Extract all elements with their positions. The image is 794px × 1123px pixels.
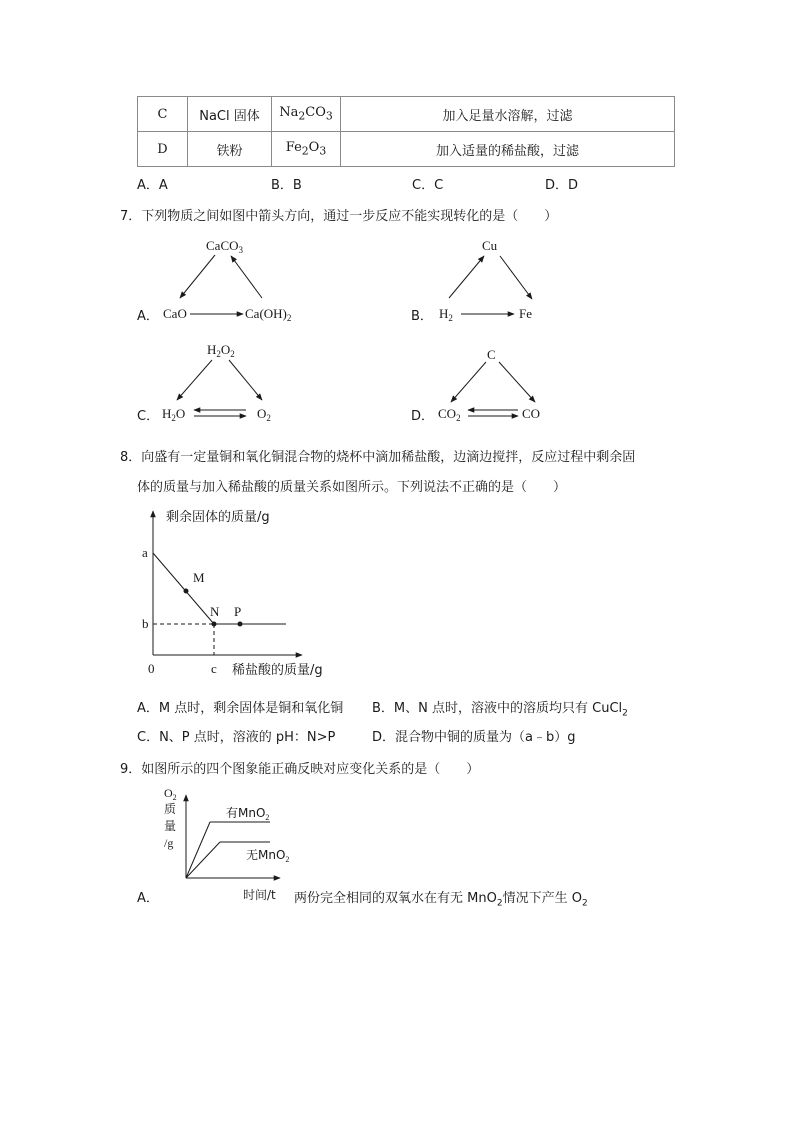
diagram-d-top: C bbox=[487, 347, 496, 362]
diagram-a-right: $Ca(OH)_2$ bbox=[245, 306, 292, 323]
q8-graph bbox=[142, 509, 323, 678]
diagram-a-top: CaCO$_3$ bbox=[206, 238, 243, 255]
q8-option-a: A．M 点时，剩余固体是铜和氧化铜 bbox=[137, 701, 344, 716]
diagram-c-right: $O_2$ bbox=[257, 406, 271, 423]
diagram-a-label: A． bbox=[137, 309, 159, 324]
q8-xlabel: 稀盐酸的质量/g bbox=[232, 663, 323, 678]
diagram-b-right: Fe bbox=[519, 306, 532, 321]
arrow-c-1 bbox=[177, 360, 212, 400]
q8-label-p: P bbox=[234, 604, 242, 619]
diagram-d-right: CO bbox=[522, 406, 541, 421]
q9-stem: 9．如图所示的四个图象能正确反映对应变化关系的是（ ） bbox=[120, 762, 480, 777]
diagram-a bbox=[137, 238, 291, 324]
q6-choice-a: A．A bbox=[137, 178, 168, 193]
q9-option-a-text: 两份完全相同的双氧水在有无 MnO$_2$情况下产生 $O_2$ bbox=[294, 891, 588, 909]
impurity-cell: $Na_2CO_3$ bbox=[272, 97, 341, 132]
q8-option-b: B．M、N 点时，溶液中的溶质均只有 CuCl$_2$ bbox=[372, 701, 628, 719]
material-cell: 铁粉 bbox=[188, 132, 272, 167]
q6-choice-c: C．C bbox=[412, 178, 444, 193]
q8-label-n: N bbox=[210, 604, 220, 619]
arrow-d-1 bbox=[451, 362, 486, 402]
diagram-d-left: $CO_2$ bbox=[438, 406, 461, 423]
option-cell: D bbox=[138, 132, 188, 167]
q9-with-rise bbox=[186, 822, 210, 878]
q8-option-c: C．N、P 点时，溶液的 pH：N>P bbox=[137, 730, 336, 745]
q8-point-n bbox=[212, 622, 217, 627]
q9-without-label: 无MnO$_2$ bbox=[246, 848, 290, 864]
diagram-c-label: C． bbox=[137, 409, 160, 424]
q8-label-m: M bbox=[193, 570, 205, 585]
diagram-b-label: B． bbox=[411, 309, 433, 324]
diagram-d-label: D． bbox=[411, 409, 435, 424]
q8-origin: 0 bbox=[148, 661, 155, 676]
material-cell: NaCl 固体 bbox=[188, 97, 272, 132]
q9-graph bbox=[164, 786, 289, 902]
q8-curve-down bbox=[153, 553, 214, 624]
arrow-b-2 bbox=[500, 256, 532, 299]
method-cell: 加入足量水溶解，过滤 bbox=[341, 97, 675, 132]
q6-choice-b: B．B bbox=[271, 178, 302, 193]
arrow-a-1 bbox=[180, 255, 215, 298]
q9-ylabel-3: 量 bbox=[164, 819, 177, 833]
diagram-a-left: CaO bbox=[163, 306, 187, 321]
q9-without-rise bbox=[186, 842, 220, 878]
diagram-b-left: $H_2$ bbox=[439, 306, 453, 323]
diagram-d bbox=[411, 347, 540, 424]
q8-stem-line1: 8．向盛有一定量铜和氧化铜混合物的烧杯中滴加稀盐酸，边滴边搅拌，反应过程中剩余固 bbox=[120, 450, 636, 465]
option-cell: C bbox=[138, 97, 188, 132]
diagram-b bbox=[411, 238, 532, 324]
method-cell: 加入适量的稀盐酸，过滤 bbox=[341, 132, 675, 167]
q9-ylabel-2: 质 bbox=[164, 802, 177, 816]
q8-tick-b: b bbox=[142, 616, 149, 631]
q9-with-label: 有MnO$_2$ bbox=[226, 806, 270, 822]
q8-tick-a: a bbox=[142, 545, 148, 560]
q9-ylabel-1: $O_2$ bbox=[164, 786, 177, 802]
diagram-c-top: $H_2O_2$ bbox=[207, 342, 235, 359]
arrow-b-1 bbox=[449, 256, 484, 298]
diagram-c-left: $H_2O$ bbox=[162, 406, 186, 423]
q6-choice-d: D．D bbox=[545, 178, 579, 193]
arrow-a-2 bbox=[231, 256, 262, 298]
q9-option-a-label: A． bbox=[137, 891, 159, 906]
q8-point-m bbox=[184, 589, 189, 594]
q9-ylabel-4: /g bbox=[164, 836, 174, 850]
q8-ylabel: 剩余固体的质量/g bbox=[166, 510, 270, 525]
q8-stem-line2: 体的质量与加入稀盐酸的质量关系如图所示。下列说法不正确的是（ ） bbox=[137, 480, 567, 495]
arrow-c-2 bbox=[229, 360, 262, 400]
diagram-b-top: Cu bbox=[482, 238, 498, 253]
diagram-c bbox=[137, 342, 271, 424]
impurity-cell: $Fe_2O_3$ bbox=[272, 132, 341, 167]
q8-point-p bbox=[238, 622, 243, 627]
arrow-d-2 bbox=[499, 362, 535, 402]
q7-stem: 7．下列物质之间如图中箭头方向，通过一步反应不能实现转化的是（ ） bbox=[120, 209, 558, 224]
q8-option-d: D．混合物中铜的质量为（a﹣b）g bbox=[372, 730, 576, 745]
q8-tick-c: c bbox=[211, 661, 217, 676]
q9-xlabel: 时间/t bbox=[243, 888, 276, 902]
